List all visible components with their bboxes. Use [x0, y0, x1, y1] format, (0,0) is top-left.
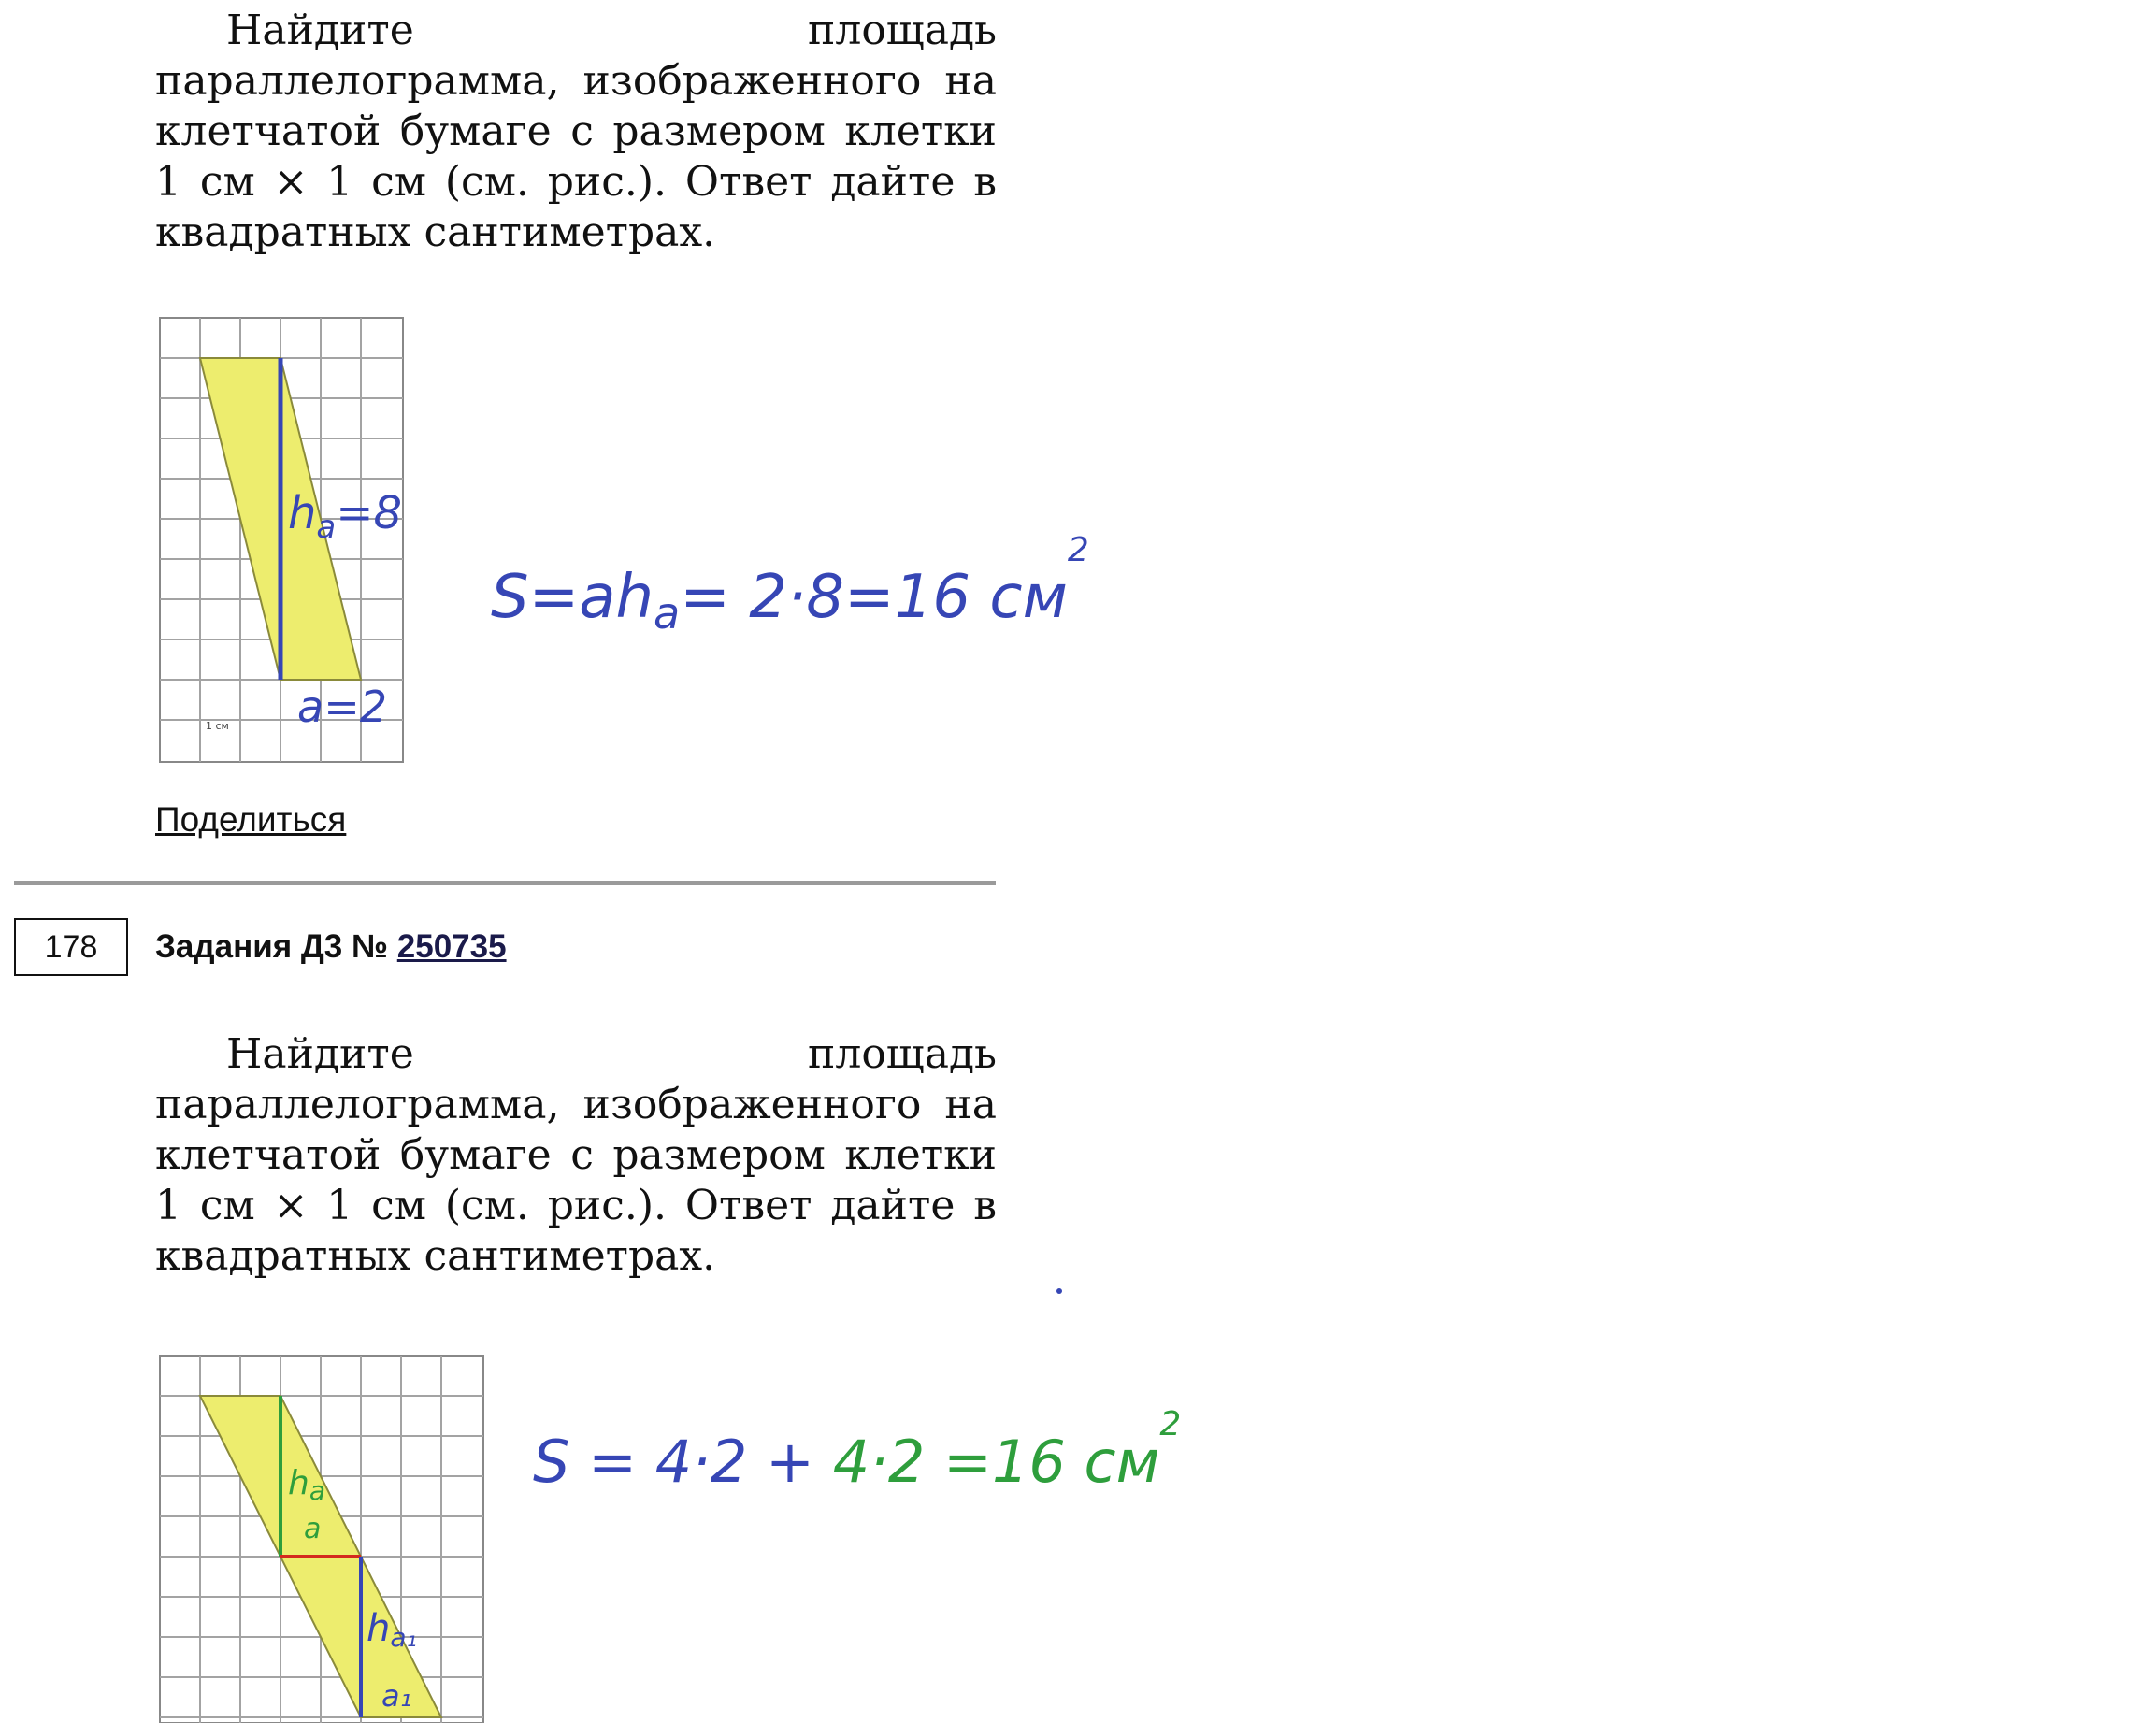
- task-statement: Найдите площадь параллелограмма, изображенного на клетчатой бумаге с размером клетки 1 см × 1 см (см. рис.). Ответ дайте в квадратных сантиметрах.: [155, 1030, 997, 1280]
- figure-2-base-a1-label: a₁: [381, 1678, 412, 1714]
- task-number-box: 178: [14, 918, 128, 976]
- task-separator: [14, 881, 996, 885]
- figure-2-height-a1-label: ha₁: [367, 1607, 417, 1653]
- figure-1-height-label: $h_a=8$: [288, 487, 403, 546]
- formula-1: S=aha= 2·8=16 $см^2$: [491, 531, 1089, 639]
- figure-1-base-label: a=2: [297, 682, 387, 732]
- figure-2-base-a-label: a: [304, 1513, 322, 1545]
- figure-1-scale-label: 1 см: [206, 720, 229, 732]
- formula-2: S = 4·2 + 4·2 =16 $см^2$: [533, 1405, 1182, 1496]
- share-link[interactable]: Поделиться: [155, 800, 347, 839]
- task-header: [155, 928, 507, 966]
- task-header-prefix: Задания Д3 №: [155, 928, 389, 965]
- task-id-link[interactable]: 250735: [396, 928, 507, 965]
- stray-ink-dot: [1056, 1288, 1062, 1294]
- figure-2-height-a-label: ha: [288, 1464, 325, 1506]
- task-statement: Найдите площадь параллелограмма, изображенного на клетчатой бумаге с размером клетки 1 см × 1 см (см. рис.). Ответ дайте в квадратных сантиметрах.: [155, 7, 997, 256]
